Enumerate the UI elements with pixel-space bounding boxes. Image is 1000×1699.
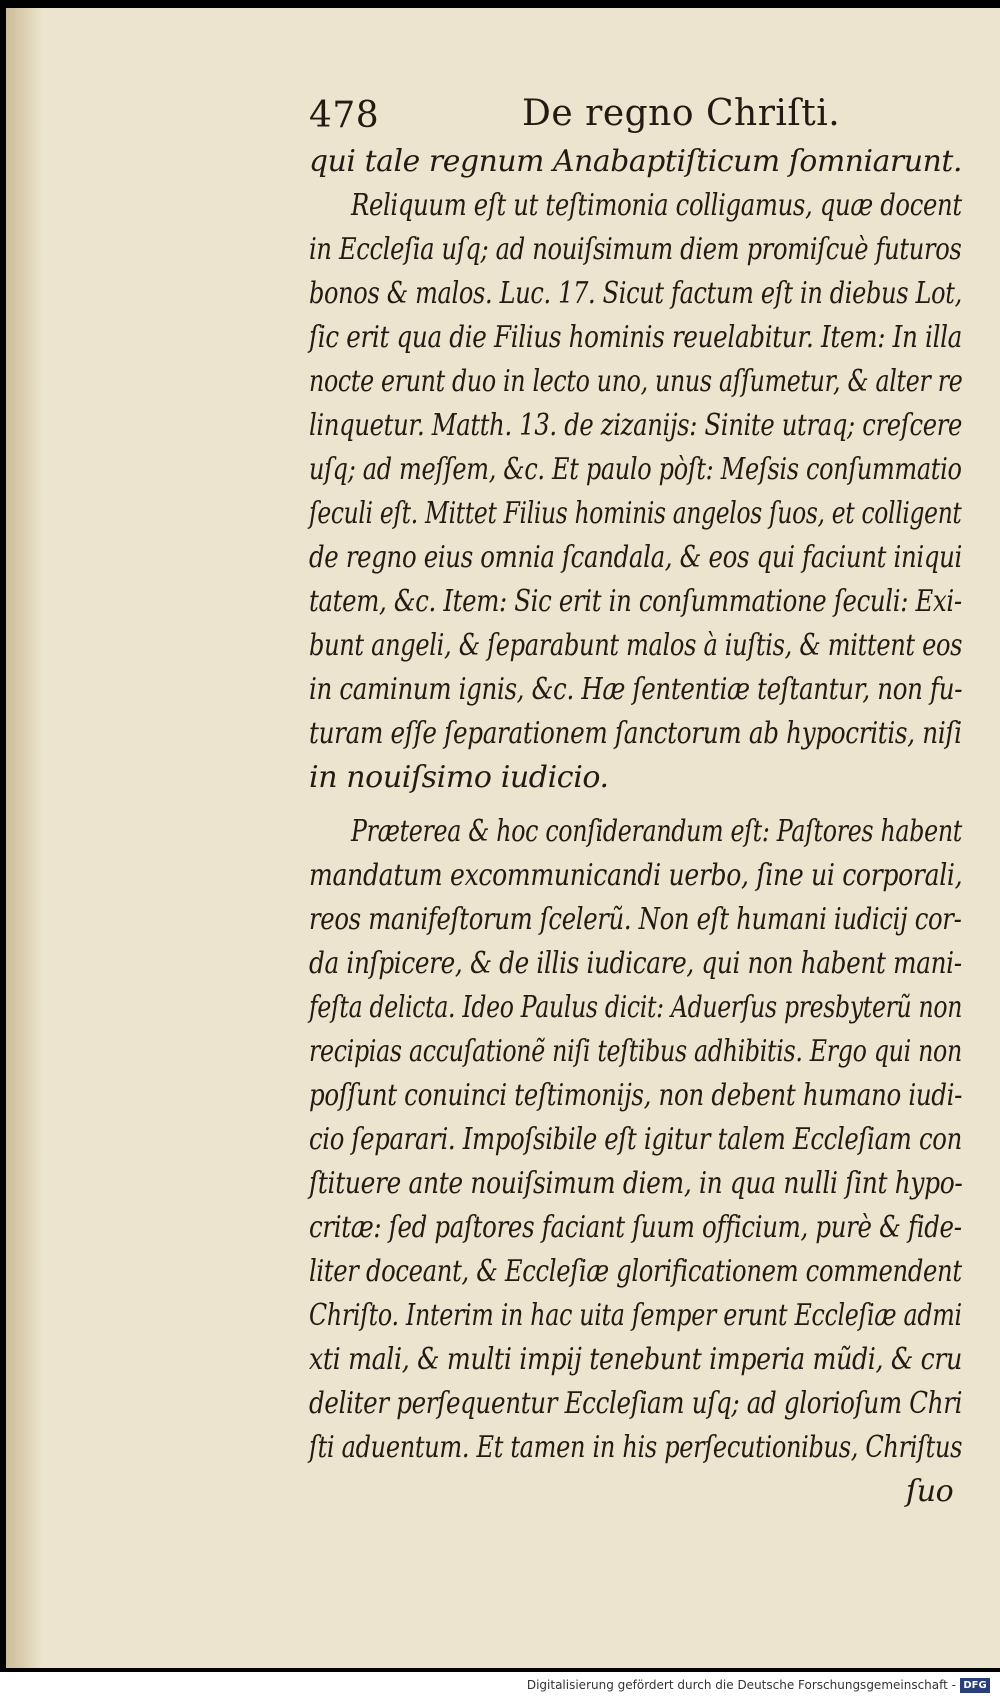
page-number: 478 bbox=[309, 95, 380, 136]
text-line-8: uſq; ad meſſem, &c. Et paulo pòſt: Meſsis conſummatio bbox=[309, 452, 962, 487]
digitization-footer bbox=[0, 1672, 1000, 1699]
text-line-30: ſti aduentum. Et tamen in his perſecutionibus, Chriſtus bbox=[309, 1430, 963, 1465]
text-line-24: ſtituere ante nouiſsimum diem, in qua nulli ſint hypo- bbox=[309, 1166, 963, 1201]
text-line-12: bunt angeli, & ſeparabunt malos à iuſtis, & mittent eos bbox=[309, 628, 963, 663]
text-line-21: recipias accuſationẽ niſi teſtibus adhibitis. Ergo qui non bbox=[309, 1034, 962, 1069]
text-line-26: liter doceant, & Eccleſiæ glorificationem commendent bbox=[309, 1254, 962, 1289]
text-line-6: nocte erunt duo in lecto uno, unus aſſumetur, & alter re bbox=[309, 364, 963, 399]
text-line-17: mandatum excommunicandi uerbo, ſine ui corporali, bbox=[309, 858, 963, 893]
dfg-logo: DFG bbox=[960, 1678, 990, 1693]
text-line-29: deliter perſequentur Eccleſiam uſq; ad glorioſum Chri bbox=[309, 1386, 963, 1421]
text-line-19: da inſpicere, & de illis iudicare, qui non habent mani- bbox=[309, 946, 962, 981]
text-line-23: cio ſeparari. Impoſsibile eſt igitur talem Eccleſiam con bbox=[309, 1122, 962, 1157]
page-gutter-shadow bbox=[6, 8, 42, 1668]
text-line-4: bonos & malos. Luc. 17. Sicut factum eſt in diebus Lot, bbox=[309, 276, 962, 311]
text-line-18: reos manifeſtorum ſcelerũ. Non eſt humani iudicij cor- bbox=[309, 902, 962, 937]
catchword: ſuo bbox=[906, 1474, 954, 1509]
text-line-1: qui tale regnum Anabaptiſticum ſomniarunt. bbox=[309, 144, 963, 179]
text-line-11: tatem, &c. Item: Sic erit in conſummatione ſeculi: Exi- bbox=[309, 584, 962, 619]
text-line-16: Præterea & hoc conſiderandum eſt: Paſtores habent bbox=[351, 814, 962, 849]
text-line-7: linquetur. Matth. 13. de zizanijs: Sinite utraq; creſcere bbox=[309, 408, 963, 443]
text-line-22: poſſunt conuinci teſtimonijs, non debent humano iudi- bbox=[309, 1078, 963, 1113]
footer-credit: Digitalisierung gefördert durch die Deutsche Forschungsgemeinschaft - bbox=[526, 1678, 956, 1692]
running-title: De regno Chriſti. bbox=[522, 93, 841, 134]
text-line-28: xti mali, & multi impij tenebunt imperia mũdi, & cru bbox=[309, 1342, 963, 1377]
text-line-10: de regno eius omnia ſcandala, & eos qui faciunt iniqui bbox=[309, 540, 963, 575]
text-line-14: turam eſſe ſeparationem ſanctorum ab hypocritis, niſi bbox=[309, 716, 962, 751]
text-line-9: ſeculi eſt. Mittet Filius hominis angelos ſuos, et colligent bbox=[309, 496, 962, 531]
text-line-27: Chriſto. Interim in hac uita ſemper erunt Eccleſiæ admi bbox=[309, 1298, 962, 1333]
text-line-15: in nouiſsimo iudicio. bbox=[309, 760, 609, 795]
text-line-2: Reliquum eſt ut teſtimonia colligamus, quæ docent bbox=[351, 188, 962, 223]
text-line-5: ſic erit qua die Filius hominis reuelabitur. Item: In illa bbox=[309, 320, 963, 355]
text-line-3: in Eccleſia uſq; ad nouiſsimum diem promiſcuè futuros bbox=[309, 232, 962, 267]
text-line-20: feſta delicta. Ideo Paulus dicit: Aduerſus presbyterũ non bbox=[309, 990, 963, 1025]
text-line-13: in caminum ignis, &c. Hæ ſententiæ teſtantur, non fu- bbox=[309, 672, 963, 707]
text-line-25: critæ: ſed paſtores faciant ſuum officium, purè & fide- bbox=[309, 1210, 962, 1245]
